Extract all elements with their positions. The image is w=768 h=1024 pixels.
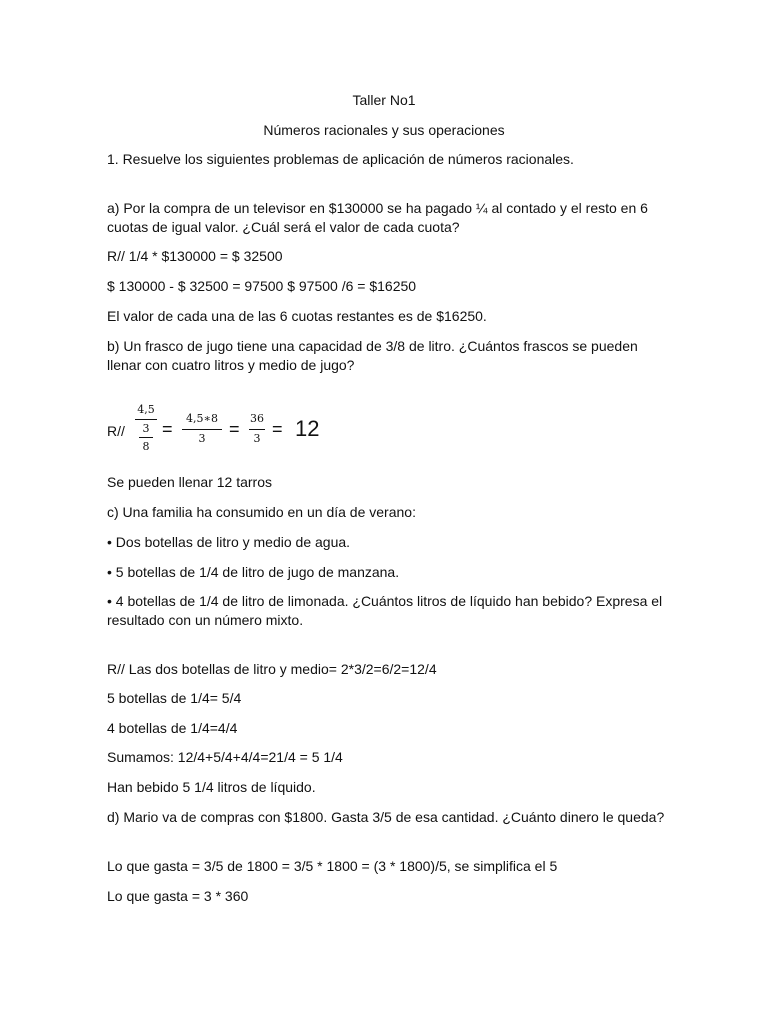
- answer-c-line-5: Han bebido 5 1/4 litros de líquido.: [107, 779, 316, 795]
- formula-f2-bar: [182, 429, 222, 430]
- formula-f1-top: 4,5: [137, 403, 155, 416]
- question-a: a) Por la compra de un televisor en $130000 se ha pagado ¼ al contado y el resto en 6 cuotas de igual valor. ¿Cuál será el valor de cada cuota?: [107, 200, 648, 235]
- answer-c-line-1: R// Las dos botellas de litro y medio= 2*3/2=6/2=12/4: [107, 661, 437, 677]
- question-b: b) Un frasco de jugo tiene una capacidad de 3/8 de litro. ¿Cuántos frascos se pueden llenar con cuatro litros y medio de jugo?: [107, 338, 638, 373]
- question-c: c) Una familia ha consumido en un día de verano:: [107, 504, 416, 520]
- formula-prefix: R//: [107, 423, 125, 439]
- formula-f1-inner-bar: [139, 437, 153, 438]
- formula-f1-main-bar: [135, 419, 157, 420]
- formula-f3-den: 3: [253, 432, 261, 445]
- document-subtitle: Números racionales y sus operaciones: [263, 122, 505, 138]
- answer-c-line-3: 4 botellas de 1/4=4/4: [107, 720, 238, 736]
- formula-f3-num: 36: [250, 412, 264, 425]
- formula-f2-num: 4,5∗8: [186, 412, 218, 425]
- answer-b: Se pueden llenar 12 tarros: [107, 474, 272, 490]
- question-d: d) Mario va de compras con $1800. Gasta 3/5 de esa cantidad. ¿Cuánto dinero le queda?: [107, 809, 665, 825]
- answer-c-line-2: 5 botellas de 1/4= 5/4: [107, 690, 242, 706]
- formula-f1-mid: 3: [142, 422, 150, 435]
- answer-c-line-4: Sumamos: 12/4+5/4+4/4=21/4 = 5 1/4: [107, 749, 343, 765]
- question-c-bullet-3: • 4 botellas de 1/4 de litro de limonada. ¿Cuántos litros de líquido han bebido? Expresa el resultado con un número mixto.: [107, 593, 663, 628]
- answer-d-line-1: Lo que gasta = 3/5 de 1800 = 3/5 * 1800 = (3 * 1800)/5, se simplifica el 5: [107, 858, 558, 874]
- answer-a-line-2: $ 130000 - $ 32500 = 97500 $ 97500 /6 = $16250: [107, 278, 417, 294]
- instruction: 1. Resuelve los siguientes problemas de aplicación de números racionales.: [107, 151, 574, 167]
- question-c-bullet-2: • 5 botellas de 1/4 de litro de jugo de manzana.: [107, 564, 400, 580]
- document-title: Taller No1: [352, 92, 416, 108]
- formula-eq-1: =: [162, 419, 173, 439]
- formula-f3-bar: [249, 429, 265, 430]
- question-c-bullet-1: • Dos botellas de litro y medio de agua.: [107, 534, 351, 550]
- answer-a-line-1: R// 1/4 * $130000 = $ 32500: [107, 248, 283, 264]
- formula-f1-bot: 8: [142, 440, 150, 453]
- answer-a-line-3: El valor de cada una de las 6 cuotas restantes es de $16250.: [107, 308, 487, 324]
- answer-d-line-2: Lo que gasta = 3 * 360: [107, 888, 249, 904]
- formula-eq-2: =: [229, 419, 240, 439]
- formula-f2-den: 3: [198, 432, 206, 445]
- formula-result: 12: [295, 416, 320, 441]
- formula-eq-3: =: [272, 419, 283, 439]
